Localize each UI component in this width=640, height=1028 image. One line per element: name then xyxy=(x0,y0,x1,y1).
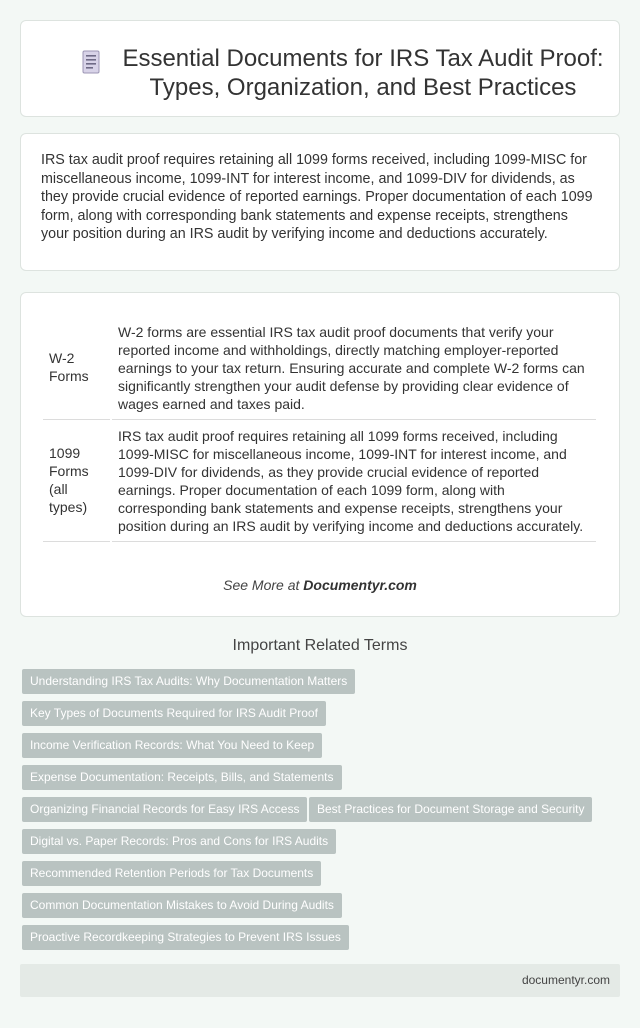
terms-table-card xyxy=(20,292,620,617)
see-more-prefix: See More at xyxy=(223,577,304,593)
table-row xyxy=(43,318,596,420)
related-term-tag[interactable]: Common Documentation Mistakes to Avoid During Audits xyxy=(22,893,342,918)
title-card xyxy=(20,20,620,117)
related-term-tag[interactable]: Recommended Retention Periods for Tax Documents xyxy=(22,861,321,886)
footer xyxy=(20,964,620,997)
related-term-tag[interactable]: Expense Documentation: Receipts, Bills, and Statements xyxy=(22,765,342,790)
see-more-link[interactable] xyxy=(21,577,619,593)
related-term-tag[interactable]: Income Verification Records: What You Need to Keep xyxy=(22,733,322,758)
related-term-tag[interactable]: Understanding IRS Tax Audits: Why Documentation Matters xyxy=(22,669,355,694)
term-cell: W-2 Forms xyxy=(43,318,110,420)
related-term-tag[interactable]: Best Practices for Document Storage and Security xyxy=(309,797,592,822)
description-cell: W-2 forms are essential IRS tax audit proof documents that verify your reported income and withholdings, directly matching employer-reported earnings to your tax return. Ensuring accurate and complete W-2 forms can significantly strengthen your audit defense by providing clear evidence of wages earned and taxes paid. xyxy=(112,318,596,420)
related-term-tag[interactable]: Digital vs. Paper Records: Pros and Cons for IRS Audits xyxy=(22,829,336,854)
terms-table xyxy=(41,316,598,544)
see-more-site[interactable]: Documentyr.com xyxy=(303,577,417,593)
table-row xyxy=(43,422,596,542)
footer-site-link[interactable]: documentyr.com xyxy=(521,973,610,987)
related-term-tag[interactable]: Proactive Recordkeeping Strategies to Prevent IRS Issues xyxy=(22,925,349,950)
term-cell: 1099 Forms (all types) xyxy=(43,422,110,542)
related-term-tag[interactable]: Organizing Financial Records for Easy IRS Access xyxy=(22,797,307,822)
document-icon xyxy=(81,50,101,74)
summary-card xyxy=(20,133,620,271)
related-terms-heading: Important Related Terms xyxy=(232,637,408,654)
summary-text: IRS tax audit proof requires retaining all 1099 forms received, including 1099-MISC for miscellaneous income, 1099-INT for interest income, and 1099-DIV for dividends, as they provide crucial evidence of reported earnings. Proper documentation of each 1099 form, along with corresponding bank statements and expense receipts, strengthens your position during an IRS audit by verifying income and deductions accurately. xyxy=(41,152,593,243)
description-cell: IRS tax audit proof requires retaining all 1099 forms received, including 1099-MISC for miscellaneous income, 1099-INT for interest income, and 1099-DIV for dividends, as they provide crucial evidence of reported earnings. Proper documentation of each 1099 form, along with corresponding bank statements and expense receipts, strengthens your position during an IRS audit by verifying income and deductions accurately. xyxy=(112,422,596,542)
related-term-tag[interactable]: Key Types of Documents Required for IRS Audit Proof xyxy=(22,701,326,726)
page-title: Essential Documents for IRS Tax Audit Proof: Types, Organization, and Best Practices xyxy=(122,45,604,101)
